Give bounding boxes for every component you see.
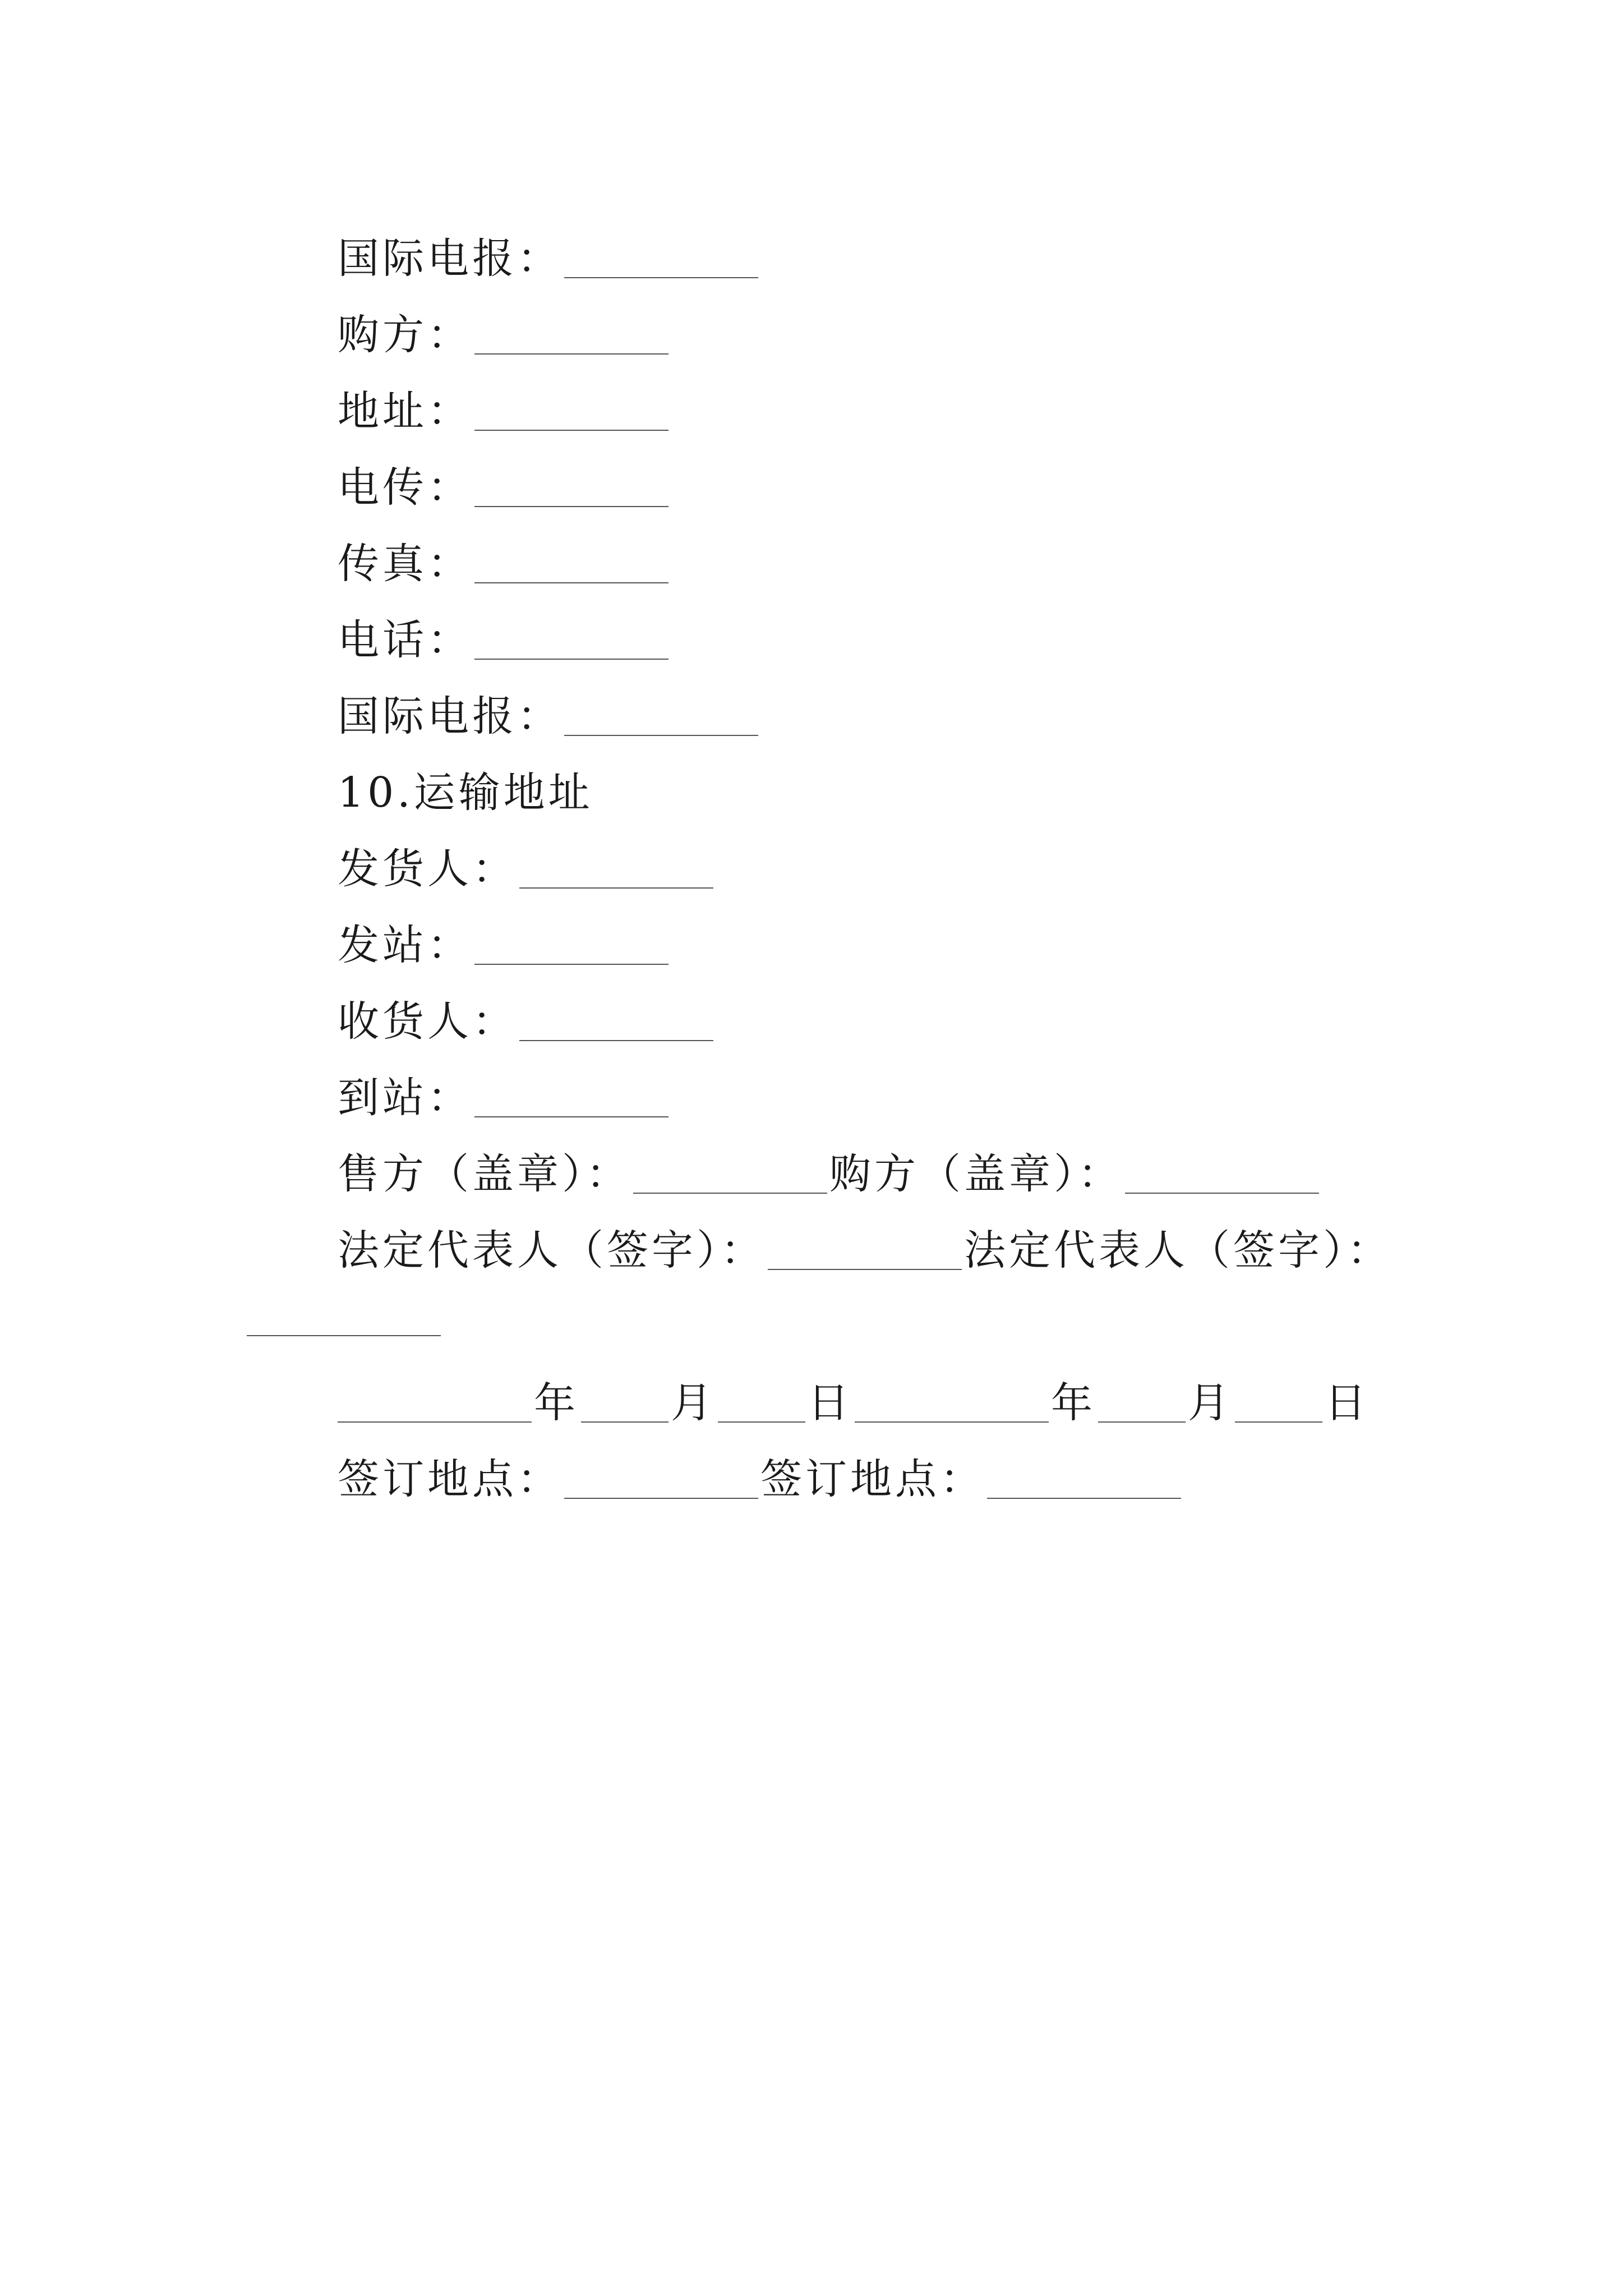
year-blank-buyer[interactable] — [855, 1421, 1049, 1423]
consignee-blank[interactable] — [519, 1040, 713, 1041]
fax-line — [338, 514, 671, 590]
month-label-buyer: 月 — [1188, 1379, 1233, 1427]
legal-rep-line — [338, 1200, 1392, 1277]
seller-seal-blank[interactable] — [633, 1193, 827, 1194]
phone-blank[interactable] — [474, 659, 668, 660]
phone-label: 电话： — [338, 616, 472, 664]
arrival-station-label: 到站： — [338, 1074, 472, 1122]
consignor-line — [338, 819, 716, 895]
date-line — [338, 1353, 1370, 1429]
month-label-seller: 月 — [671, 1379, 716, 1427]
month-blank-seller[interactable] — [581, 1421, 668, 1423]
telex-label: 国际电报： — [338, 692, 562, 740]
signing-place-label-buyer: 签订地点： — [760, 1455, 985, 1503]
cable-line — [338, 438, 671, 514]
legal-rep-label-buyer: 法定代表人（签字）： — [964, 1226, 1392, 1274]
buyer-label: 购方： — [338, 311, 472, 359]
arrival-station-line — [338, 1048, 671, 1124]
departure-station-line — [338, 895, 671, 972]
transport-heading-line — [338, 743, 593, 819]
telex-label: 国际电报： — [338, 234, 562, 283]
day-blank-seller[interactable] — [718, 1421, 805, 1423]
consignee-line — [338, 972, 716, 1048]
legal-rep-blank-seller[interactable] — [768, 1269, 962, 1270]
departure-station-label: 发站： — [338, 921, 472, 969]
transport-heading: 10.运输地址 — [338, 769, 593, 817]
seller-seal-label: 售方（盖章）： — [338, 1150, 631, 1198]
signing-place-blank-seller[interactable] — [564, 1498, 758, 1499]
signing-place-label-seller: 签订地点： — [338, 1455, 562, 1503]
day-label-buyer: 日 — [1325, 1379, 1370, 1427]
signing-place-line — [338, 1429, 1183, 1506]
buyer-seal-blank[interactable] — [1125, 1193, 1319, 1194]
phone-line — [338, 590, 671, 666]
year-blank-seller[interactable] — [338, 1421, 532, 1423]
year-label-buyer: 年 — [1051, 1379, 1096, 1427]
address-blank[interactable] — [474, 430, 668, 431]
buyer-seal-label: 购方（盖章）： — [829, 1150, 1123, 1198]
buyer-line — [338, 285, 671, 361]
legal-rep-label-seller: 法定代表人（签字）： — [338, 1226, 766, 1274]
address-line — [338, 361, 671, 438]
month-blank-buyer[interactable] — [1098, 1421, 1186, 1423]
day-label-seller: 日 — [808, 1379, 852, 1427]
cable-blank[interactable] — [474, 506, 668, 507]
buyer-blank[interactable] — [474, 353, 668, 355]
consignor-label: 发货人： — [338, 845, 517, 893]
telex-blank[interactable] — [564, 735, 758, 736]
consignee-label: 收货人： — [338, 997, 517, 1046]
address-label: 地址： — [338, 387, 472, 435]
fax-label: 传真： — [338, 540, 472, 588]
departure-station-blank[interactable] — [474, 964, 668, 965]
seal-line — [338, 1124, 1321, 1200]
telex-line-top — [338, 209, 760, 285]
year-label-seller: 年 — [534, 1379, 579, 1427]
fax-blank[interactable] — [474, 582, 668, 583]
day-blank-buyer[interactable] — [1235, 1421, 1322, 1423]
legal-rep-wrap-line — [247, 1267, 443, 1343]
cable-label: 电传： — [338, 463, 472, 512]
telex-blank[interactable] — [564, 277, 758, 278]
telex-line — [338, 666, 760, 743]
consignor-blank[interactable] — [519, 887, 713, 889]
signing-place-blank-buyer[interactable] — [987, 1498, 1181, 1499]
arrival-station-blank[interactable] — [474, 1116, 668, 1117]
legal-rep-blank-buyer[interactable] — [247, 1335, 441, 1336]
